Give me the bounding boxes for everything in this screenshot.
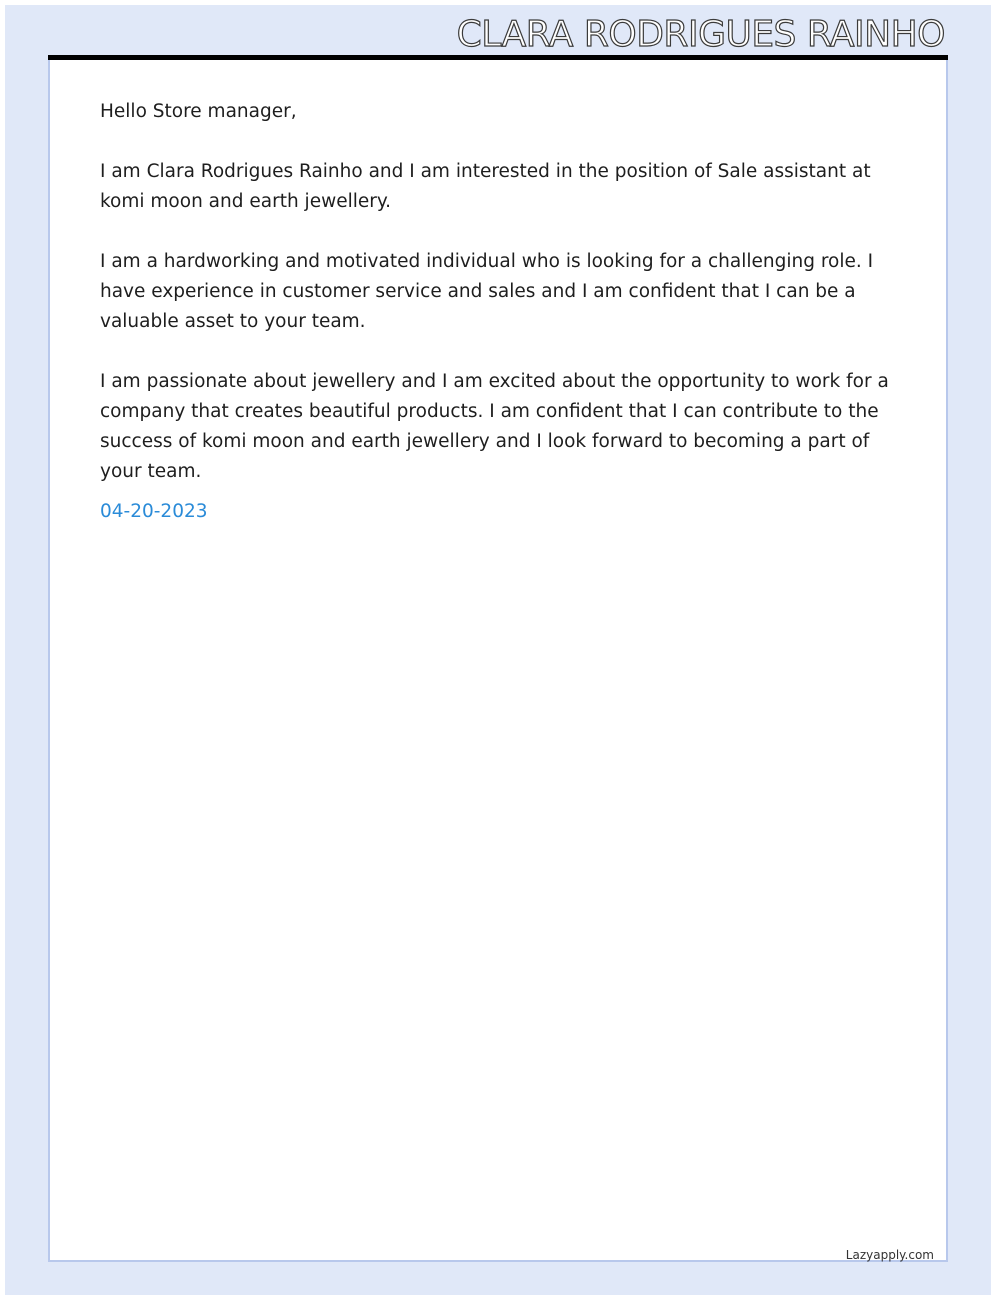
- letter-body: [100, 97, 900, 557]
- paragraph-experience: I am a hardworking and motivated individual who is looking for a challenging role. I have experience in customer service and sales and I am confident that I can be a valuable asset to your team.: [100, 251, 874, 332]
- letter-date: 04-20-2023: [100, 501, 208, 522]
- footer-credit: Lazyapply.com: [845, 1248, 934, 1262]
- paragraph-closing: I am passionate about jewellery and I am excited about the opportunity to work for a company that creates beautiful products. I am confident that I can contribute to the success of komi moon and earth jewellery and I look forward to becoming a part of your team.: [100, 371, 889, 482]
- paragraph-intro: I am Clara Rodrigues Rainho and I am interested in the position of Sale assistant at komi moon and earth jewellery.: [100, 161, 871, 212]
- applicant-name: CLARA RODRIGUES RAINHO: [456, 14, 945, 55]
- greeting: Hello Store manager,: [100, 101, 297, 122]
